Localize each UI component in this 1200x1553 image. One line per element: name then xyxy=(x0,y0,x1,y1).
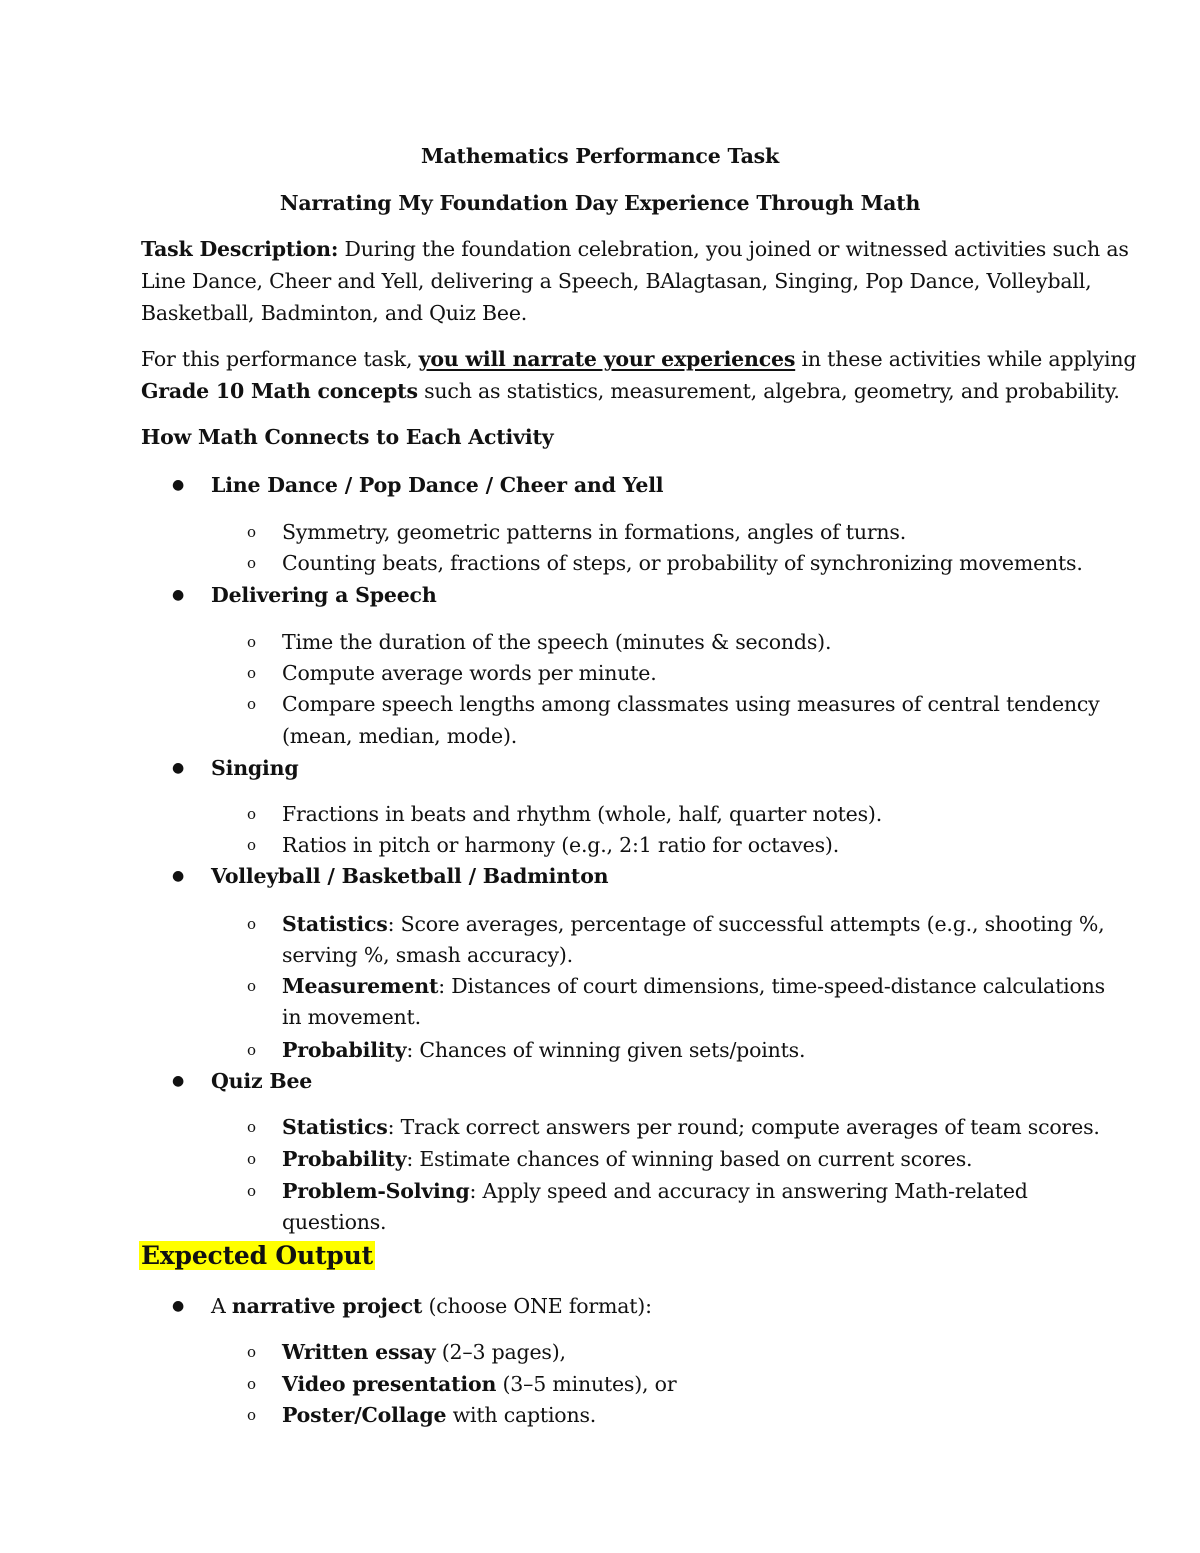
list-item: Ratios in pitch or harmony (e.g., 2:1 ratio for octaves). xyxy=(282,833,840,857)
task-description-text-1: During the foundation celebration, you joined or witnessed activities such as xyxy=(338,237,1129,261)
circle-bullet-icon: o xyxy=(247,523,257,541)
format-label: Poster/Collage xyxy=(282,1403,447,1427)
intro-emphasis: you will narrate your experiences xyxy=(418,347,796,371)
task-description-label: Task Description: xyxy=(141,237,339,261)
task-description-line-1 xyxy=(141,233,1129,265)
list-item xyxy=(282,1111,1100,1143)
list-item xyxy=(282,1143,972,1175)
bullet-pre: A xyxy=(211,1294,232,1318)
list-item: Compute average words per minute. xyxy=(282,661,657,685)
circle-bullet-icon: o xyxy=(247,1150,257,1168)
activity-title-quiz-bee: Quiz Bee xyxy=(211,1069,313,1093)
circle-bullet-icon: o xyxy=(247,805,257,823)
task-description-line-3: Basketball, Badminton, and Quiz Bee. xyxy=(141,301,528,325)
list-item: Fractions in beats and rhythm (whole, half, quarter notes). xyxy=(282,802,883,826)
item-text: : Score averages, percentage of successful attempts (e.g., shooting %, xyxy=(387,912,1105,936)
circle-bullet-icon: o xyxy=(247,664,257,682)
circle-bullet-icon: o xyxy=(247,1343,257,1361)
bullet-icon: ● xyxy=(172,868,185,884)
intro-line-1 xyxy=(141,343,1136,375)
item-label: Statistics xyxy=(282,1115,388,1139)
circle-bullet-icon: o xyxy=(247,1118,257,1136)
list-item xyxy=(282,1034,805,1066)
list-item xyxy=(282,970,1105,1002)
list-item-continuation: (mean, median, mode). xyxy=(282,724,518,748)
circle-bullet-icon: o xyxy=(247,1375,257,1393)
format-label: Written essay xyxy=(282,1340,436,1364)
list-item xyxy=(282,1175,1028,1207)
circle-bullet-icon: o xyxy=(247,633,257,651)
list-item xyxy=(282,908,1104,940)
item-label: Statistics xyxy=(282,912,388,936)
item-label: Measurement xyxy=(282,974,439,998)
circle-bullet-icon: o xyxy=(247,1182,257,1200)
item-label: Probability xyxy=(282,1147,407,1171)
circle-bullet-icon: o xyxy=(247,695,257,713)
intro-grade-label: Grade 10 Math concepts xyxy=(141,379,418,403)
format-text: (3–5 minutes), or xyxy=(496,1372,677,1396)
circle-bullet-icon: o xyxy=(247,1406,257,1424)
bullet-bold: narrative project xyxy=(231,1294,423,1318)
format-text: (2–3 pages), xyxy=(435,1340,566,1364)
bullet-icon: ● xyxy=(172,477,185,493)
intro-pre: For this performance task, xyxy=(141,347,419,371)
item-label: Probability xyxy=(282,1038,407,1062)
list-item: Time the duration of the speech (minutes & seconds). xyxy=(282,630,832,654)
bullet-post: (choose ONE format): xyxy=(422,1294,652,1318)
section-heading: How Math Connects to Each Activity xyxy=(141,425,554,449)
circle-bullet-icon: o xyxy=(247,836,257,854)
intro-line-2-rest: such as statistics, measurement, algebra, geometry, and probability. xyxy=(417,379,1120,403)
list-item: Compare speech lengths among classmates using measures of central tendency xyxy=(282,692,1100,716)
list-item: Counting beats, fractions of steps, or probability of synchronizing movements. xyxy=(282,551,1083,575)
activity-title-sports: Volleyball / Basketball / Badminton xyxy=(211,864,609,888)
circle-bullet-icon: o xyxy=(247,977,257,995)
activity-title-speech: Delivering a Speech xyxy=(211,583,437,607)
circle-bullet-icon: o xyxy=(247,1041,257,1059)
list-item-continuation: questions. xyxy=(282,1210,387,1234)
circle-bullet-icon: o xyxy=(247,554,257,572)
item-text: : Distances of court dimensions, time-speed-distance calculations xyxy=(438,974,1105,998)
activity-title-singing: Singing xyxy=(211,756,299,780)
format-item xyxy=(282,1399,596,1431)
item-text: : Apply speed and accuracy in answering Math-related xyxy=(469,1179,1028,1203)
circle-bullet-icon: o xyxy=(247,915,257,933)
item-label: Problem-Solving xyxy=(282,1179,470,1203)
list-item-continuation: serving %, smash accuracy). xyxy=(282,943,573,967)
item-text: : Estimate chances of winning based on current scores. xyxy=(406,1147,973,1171)
format-item xyxy=(282,1368,676,1400)
bullet-icon: ● xyxy=(172,760,185,776)
list-item-continuation: in movement. xyxy=(282,1005,421,1029)
expected-output-heading xyxy=(139,1240,375,1273)
document-subtitle: Narrating My Foundation Day Experience Through Math xyxy=(279,191,921,215)
activity-title-dance: Line Dance / Pop Dance / Cheer and Yell xyxy=(211,473,664,497)
highlighted-heading: Expected Output xyxy=(141,1241,373,1270)
bullet-icon: ● xyxy=(172,1073,185,1089)
format-text: with captions. xyxy=(446,1403,597,1427)
item-text: : Track correct answers per round; compute averages of team scores. xyxy=(387,1115,1100,1139)
intro-line-2 xyxy=(141,375,1120,407)
bullet-icon: ● xyxy=(172,587,185,603)
item-text: : Chances of winning given sets/points. xyxy=(406,1038,806,1062)
expected-output-bullet xyxy=(211,1290,652,1322)
list-item: Symmetry, geometric patterns in formations, angles of turns. xyxy=(282,520,907,544)
bullet-icon: ● xyxy=(172,1298,185,1314)
task-description-line-2: Line Dance, Cheer and Yell, delivering a Speech, BAlagtasan, Singing, Pop Dance, Volleyball, xyxy=(141,269,1092,293)
document-title: Mathematics Performance Task xyxy=(420,144,780,168)
format-label: Video presentation xyxy=(282,1372,497,1396)
intro-post: in these activities while applying xyxy=(795,347,1137,371)
format-item xyxy=(282,1336,566,1368)
